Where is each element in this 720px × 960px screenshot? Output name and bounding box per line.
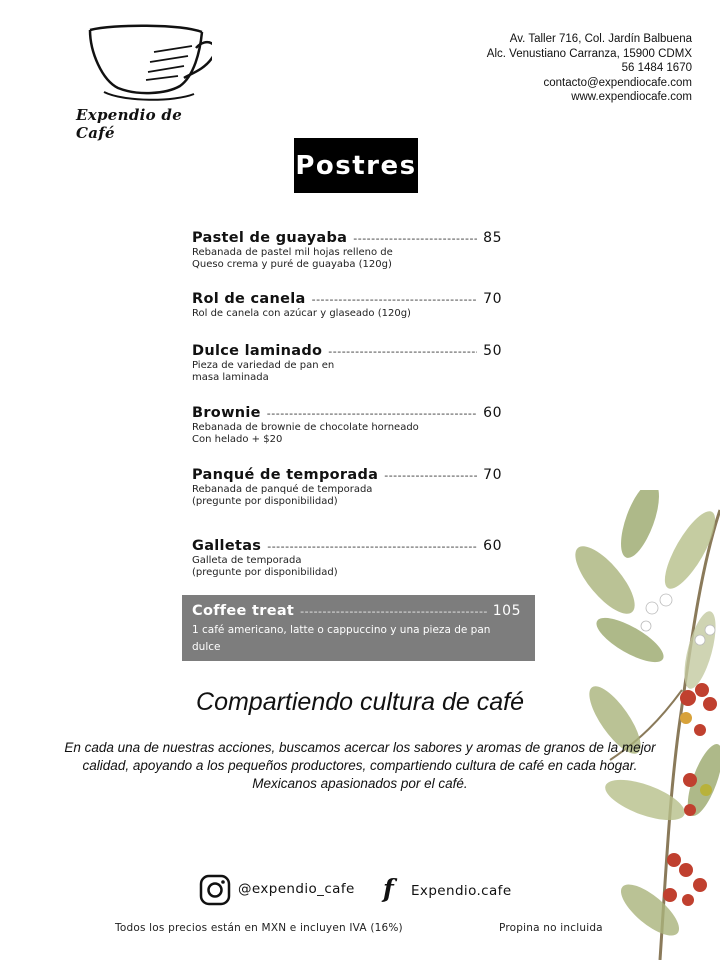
- facebook-handle[interactable]: Expendio.cafe: [411, 883, 512, 899]
- section-title: Postres: [294, 138, 418, 193]
- item-price: 60: [483, 405, 502, 421]
- item-price: 50: [483, 343, 502, 359]
- email-link[interactable]: contacto@expendiocafe.com: [543, 76, 692, 89]
- item-price: 60: [483, 538, 502, 554]
- item-name: Dulce laminado: [192, 343, 323, 359]
- leader-dots: [267, 540, 477, 553]
- menu-item: [192, 405, 502, 446]
- menu-item: [192, 343, 502, 384]
- coffee-cup-icon: [84, 22, 212, 102]
- menu-item: [192, 291, 502, 320]
- social-links: [0, 872, 720, 912]
- item-name: Galletas: [192, 538, 262, 554]
- item-description: Rebanada de pastel mil hojas relleno de Queso crema y puré de guayaba (120g): [192, 247, 393, 270]
- contact-block: [487, 32, 692, 105]
- address-line-2: Alc. Venustiano Carranza, 15900 CDMX: [486, 47, 692, 60]
- phone: 56 1484 1670: [621, 62, 692, 75]
- item-price: 70: [483, 291, 502, 307]
- facebook-icon[interactable]: f: [383, 874, 394, 903]
- item-name: Brownie: [192, 405, 261, 421]
- instagram-handle[interactable]: @expendio_cafe: [238, 881, 355, 897]
- tip-note: Propina no incluida: [499, 922, 603, 934]
- mission-statement: En cada una de nuestras acciones, buscamos acercar los sabores y aromas de granos de la mejor calidad, apoyando a los pequeños productores, compartiendo cultura de café en cada hogar. Mexicanos apasionados por el café.: [64, 740, 656, 791]
- item-description: Rol de canela con azúcar y glaseado (120g): [192, 308, 411, 319]
- brand-logo: [72, 22, 222, 142]
- treat-price: 105: [492, 603, 521, 619]
- item-price: 85: [483, 230, 502, 246]
- menu-item: [192, 538, 502, 579]
- item-description: Galleta de temporada (pregunte por disponibilidad): [192, 555, 338, 578]
- menu-item: [192, 467, 502, 508]
- item-name: Pastel de guayaba: [192, 230, 348, 246]
- website-link[interactable]: www.expendiocafe.com: [571, 91, 692, 104]
- address-line-1: Av. Taller 716, Col. Jardín Balbuena: [509, 33, 692, 45]
- brand-name: Expendio de Café: [76, 106, 183, 142]
- item-price: 70: [483, 467, 502, 483]
- prices-note: Todos los precios están en MXN e incluyen IVA (16%): [115, 922, 403, 934]
- leader-dots: [328, 345, 477, 358]
- tagline: Compartiendo cultura de café: [196, 688, 524, 716]
- treat-description: 1 café americano, latte o cappuccino y una pieza de pan dulce: [192, 624, 491, 653]
- item-description: Pieza de variedad de pan en masa laminada: [192, 360, 335, 383]
- item-name: Rol de canela: [192, 291, 306, 307]
- item-name: Panqué de temporada: [192, 467, 379, 483]
- leader-dots: [267, 407, 477, 420]
- menu-item: [192, 230, 502, 271]
- coffee-treat-box: [182, 595, 535, 661]
- treat-name: Coffee treat: [192, 603, 295, 619]
- leader-dots: [300, 605, 487, 618]
- item-description: Rebanada de panqué de temporada (pregunte por disponibilidad): [192, 484, 373, 507]
- leader-dots: [312, 293, 478, 306]
- item-description: Rebanada de brownie de chocolate horneado Con helado + $20: [192, 422, 419, 445]
- leader-dots: [353, 232, 477, 245]
- instagram-icon[interactable]: [199, 874, 231, 906]
- leader-dots: [384, 469, 477, 482]
